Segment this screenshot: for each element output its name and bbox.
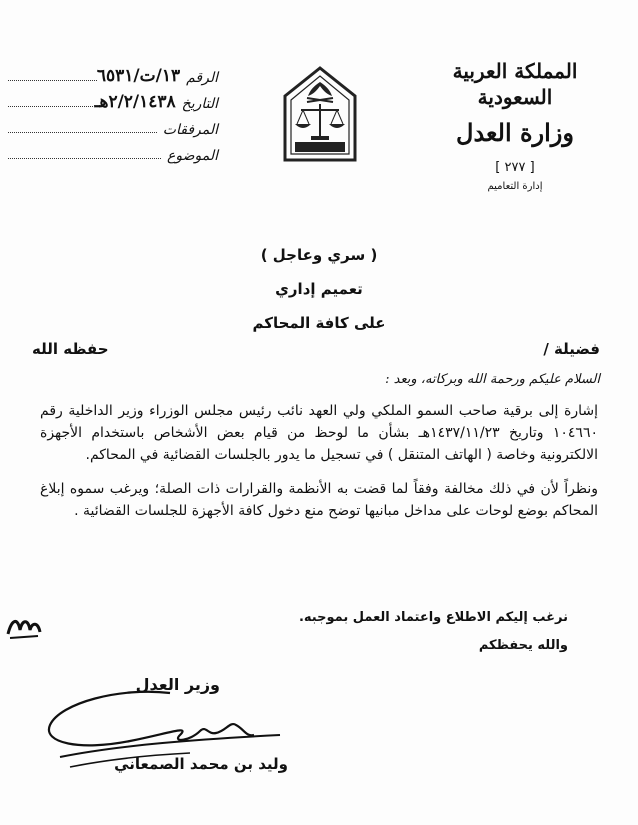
letterhead xyxy=(420,58,610,192)
ministry-name: وزارة العدل xyxy=(456,118,574,147)
classification-label: ( سري وعاجل ) xyxy=(260,246,378,264)
closing-line: نرغب إليكم الاطلاع واعتماد العمل بموجبه. xyxy=(298,610,568,625)
blessing: حفظه الله xyxy=(32,340,109,358)
ref-number-row xyxy=(8,60,218,86)
reference-fields xyxy=(8,60,218,164)
ref-number-label: الرقم xyxy=(186,70,218,86)
closing-line: والله يحفظكم xyxy=(478,638,568,653)
signatory-name: وليد بن محمد الصمعاني xyxy=(114,755,288,773)
addressee-line xyxy=(32,340,600,358)
document-titles xyxy=(0,238,638,340)
ministry-logo-icon xyxy=(275,62,365,168)
subject-label: الموضوع xyxy=(167,148,218,164)
circular-ref-code: [ ٢٧٧ ] xyxy=(495,160,535,175)
ref-number-value: ١٣/ت/٦٥٣١ xyxy=(96,66,181,86)
signatory-title: وزير العدل xyxy=(135,675,220,694)
greeting: السلام عليكم ورحمة الله وبركاته، وبعد : xyxy=(385,372,600,387)
date-label: التاريخ xyxy=(181,96,218,112)
date-value: ٢/٢/١٤٣٨هـ xyxy=(94,92,176,112)
body-paragraph: ونظراً لأن في ذلك مخالفة وفقاً لما قضت به الأنظمة والقرارات ذات الصلة؛ ويرغب سموه إبلاغ المحاكم بوضع لوحات على مداخل مبانيها توضح منع دخول كافة الأجهزة للجلسات القضائية . xyxy=(40,481,598,519)
initials-mark-icon xyxy=(4,612,44,642)
kingdom-name: المملكة العربية السعودية xyxy=(452,59,578,109)
date-row xyxy=(8,86,218,112)
attachments-label: المرفقات xyxy=(162,122,218,138)
letter-body xyxy=(40,400,598,534)
circular-title: تعميم إداري xyxy=(275,280,363,298)
recipients-line: على كافة المحاكم xyxy=(252,314,386,332)
closing xyxy=(299,604,568,660)
department-name: إدارة التعاميم xyxy=(487,181,543,192)
subject-row xyxy=(8,138,218,164)
attachments-row xyxy=(8,112,218,138)
salutation: فضيلة / xyxy=(543,340,600,358)
body-paragraph: إشارة إلى برقية صاحب السمو الملكي ولي العهد نائب رئيس مجلس الوزراء وزير الداخلية رقم ١٠٤٦٦٠ وتاريخ ١٤٣٧/١١/٢٣هـ بشأن ما لوحظ من قيام بعض الأشخاص باستخدام الأجهزة الالكترونية وخاصة ( الهاتف المتنقل ) في تسجيل ما يدور بالجلسات القضائية في المحاكم. xyxy=(40,403,598,463)
signature-block xyxy=(40,665,300,780)
